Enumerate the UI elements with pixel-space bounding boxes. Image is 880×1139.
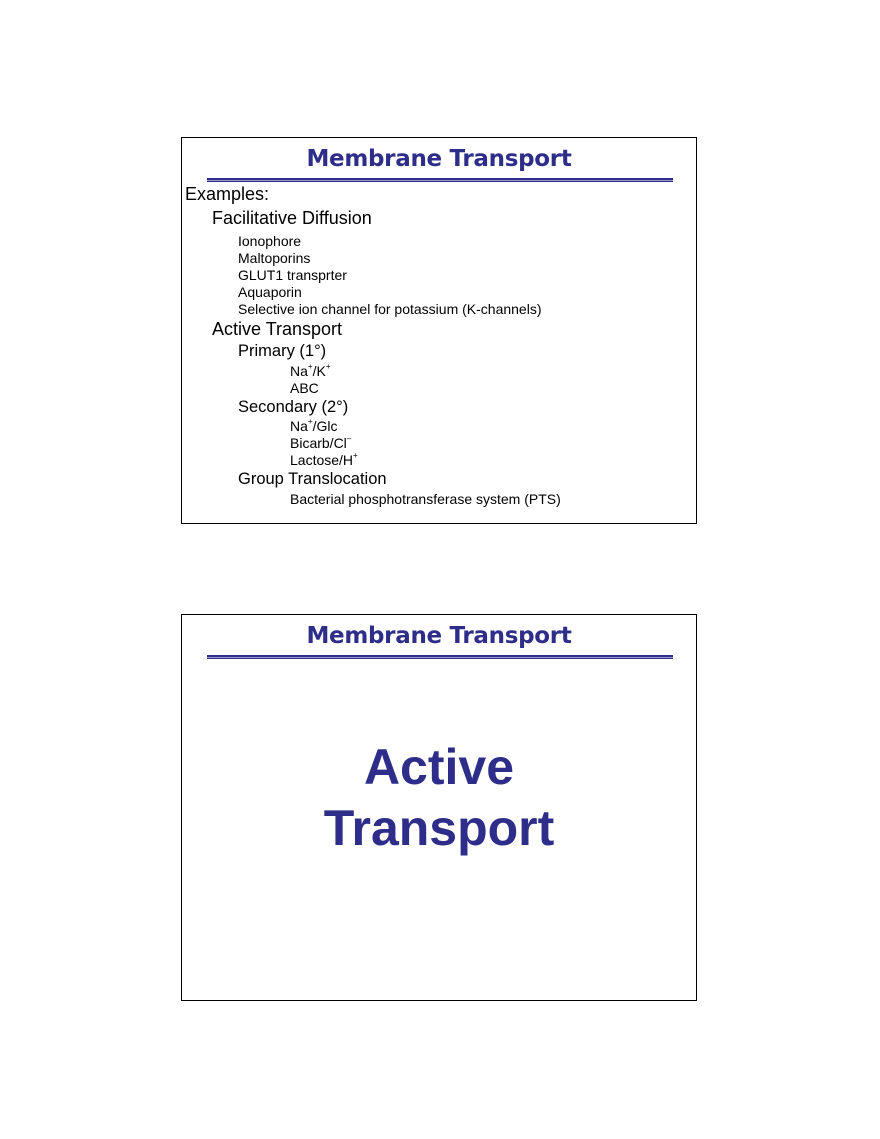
list-item: Ionophore <box>238 233 302 249</box>
active-transport-heading: Active Transport <box>212 319 343 339</box>
list-item: Bicarb/Cl– <box>290 434 352 451</box>
list-item: Na+/K+ <box>290 362 331 379</box>
list-item: ABC <box>290 380 319 396</box>
title-underline <box>207 655 673 659</box>
slide-membrane-transport-examples <box>181 137 697 524</box>
secondary-heading: Secondary (2°) <box>238 398 349 416</box>
slide-title: Membrane Transport <box>306 146 572 172</box>
list-item: Maltoporins <box>238 250 311 266</box>
slide-active-transport <box>181 614 697 1001</box>
examples-heading: Examples: <box>185 184 270 204</box>
facilitative-diffusion-heading: Facilitative Diffusion <box>212 208 372 228</box>
list-item: Lactose/H+ <box>290 451 358 468</box>
list-item: Bacterial phosphotransferase system (PTS) <box>290 491 561 507</box>
list-item: Na+/Glc <box>290 417 338 434</box>
title-underline <box>207 178 673 182</box>
group-translocation-heading: Group Translocation <box>238 470 387 488</box>
primary-heading: Primary (1°) <box>238 342 327 360</box>
list-item: Selective ion channel for potassium (K-channels) <box>238 301 542 317</box>
list-item: Aquaporin <box>238 284 302 300</box>
big-title-line-2: Transport <box>323 800 555 856</box>
list-item: GLUT1 transprter <box>238 267 347 283</box>
slide-title: Membrane Transport <box>306 623 572 649</box>
big-title-line-1: Active <box>363 739 515 795</box>
